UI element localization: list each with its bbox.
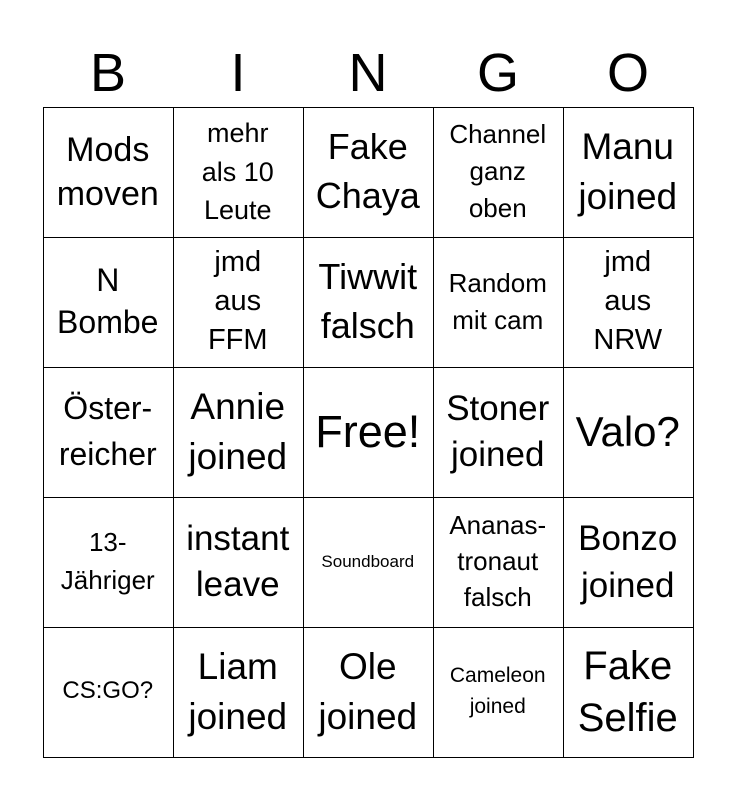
bingo-cell-text: Free! xyxy=(315,405,421,457)
bingo-cell-text: instant leave xyxy=(186,519,290,604)
bingo-cell-text: Manu joined xyxy=(578,125,678,217)
bingo-cell-text: Ananas- tronaut falsch xyxy=(449,509,547,612)
bingo-cell[interactable] xyxy=(173,627,305,759)
bingo-cell[interactable] xyxy=(563,107,695,239)
header-letter-o: O xyxy=(606,43,649,103)
bingo-cell[interactable] xyxy=(173,497,305,629)
header-letter-b: B xyxy=(89,43,127,103)
header-letter-n: N xyxy=(348,43,388,103)
bingo-cell-text: 13- Jähriger xyxy=(60,527,155,595)
bingo-cell-text: Stoner joined xyxy=(446,389,550,474)
bingo-cell-text: Bonzo joined xyxy=(578,518,678,605)
bingo-cell[interactable] xyxy=(303,367,435,499)
header-letter-g: G xyxy=(476,43,519,103)
bingo-cell-text: Valo? xyxy=(575,407,680,455)
bingo-cell-text: Fake Chaya xyxy=(315,126,420,216)
bingo-cell-text: Annie joined xyxy=(188,385,288,477)
header-letter-i: I xyxy=(230,43,246,103)
bingo-cell[interactable] xyxy=(433,497,565,629)
bingo-cell-text: Tiwwit falsch xyxy=(318,256,418,346)
bingo-header xyxy=(43,40,693,106)
bingo-cell[interactable] xyxy=(433,627,565,759)
bingo-cell-text: Random mit cam xyxy=(448,268,547,335)
bingo-cell-text: Soundboard xyxy=(321,551,415,571)
bingo-cell-text: Fake Selfie xyxy=(577,643,678,740)
bingo-cell-text: Cameleon joined xyxy=(449,664,546,718)
bingo-cell[interactable] xyxy=(433,107,565,239)
bingo-cell-text: N Bombe xyxy=(57,262,159,340)
bingo-cell[interactable] xyxy=(303,107,435,239)
bingo-cell-text: mehr als 10 Leute xyxy=(201,118,274,225)
bingo-cell[interactable] xyxy=(173,107,305,239)
bingo-cell[interactable] xyxy=(303,237,435,369)
bingo-grid xyxy=(43,107,693,757)
bingo-cell-text: jmd aus FFM xyxy=(207,246,268,357)
bingo-cell-text: Mods moven xyxy=(56,130,159,213)
bingo-cell[interactable] xyxy=(433,237,565,369)
bingo-cell[interactable] xyxy=(173,237,305,369)
bingo-cell[interactable] xyxy=(563,627,695,759)
bingo-cell[interactable] xyxy=(43,367,175,499)
bingo-cell[interactable] xyxy=(563,367,695,499)
bingo-cell[interactable] xyxy=(303,497,435,629)
bingo-cell-text: CS:GO? xyxy=(62,677,154,705)
bingo-cell[interactable] xyxy=(43,627,175,759)
bingo-cell-text: Öster- reicher xyxy=(58,390,157,472)
bingo-cell[interactable] xyxy=(563,237,695,369)
bingo-cell[interactable] xyxy=(43,107,175,239)
bingo-cell[interactable] xyxy=(43,497,175,629)
bingo-cell[interactable] xyxy=(433,367,565,499)
bingo-cell-text: jmd aus NRW xyxy=(593,246,663,357)
bingo-cell-text: Channel ganz oben xyxy=(449,119,547,224)
bingo-cell[interactable] xyxy=(173,367,305,499)
bingo-cell[interactable] xyxy=(563,497,695,629)
bingo-cell-text: Ole joined xyxy=(318,645,418,737)
bingo-cell-text: Liam joined xyxy=(188,645,288,737)
bingo-cell[interactable] xyxy=(303,627,435,759)
bingo-cell[interactable] xyxy=(43,237,175,369)
